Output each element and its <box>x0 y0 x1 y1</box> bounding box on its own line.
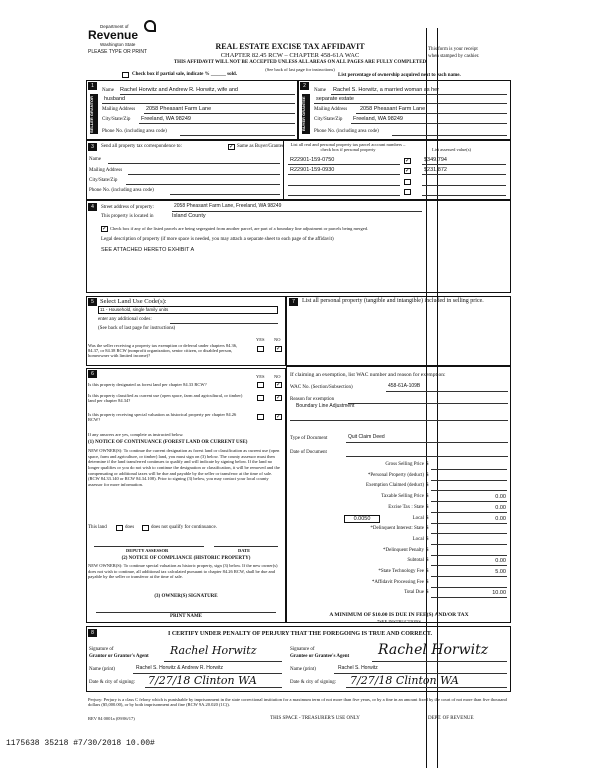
s6-q2-yes-checkbox[interactable] <box>257 395 264 401</box>
type-or-print: PLEASE TYPE OR PRINT <box>88 49 148 55</box>
seller-sidebar: SELLER GRANTOR <box>90 94 98 134</box>
form-chapter: CHAPTER 82.45 RCW – CHAPTER 458-61A WAC <box>220 52 360 59</box>
seller-city-label: City/State/Zip <box>102 117 131 122</box>
buyer-address-label: Mailing Address <box>314 107 348 112</box>
parcel-row <box>288 156 508 166</box>
buyer-sidebar: BUYER GRANTEE <box>302 94 310 134</box>
tax-row-value[interactable]: 0.00 <box>495 515 506 522</box>
grantee-signature[interactable]: Rachel Horwitz <box>378 642 489 658</box>
seller-phone-label: Phone No. (including area code) <box>102 129 167 134</box>
parcel-list <box>288 156 508 200</box>
s6-q2: Is this property classified as current use (open space, farm and agricultural, or timber) land per chapter 84.34? <box>88 393 243 404</box>
located-label: This property is located in <box>101 214 154 219</box>
s3-name-label: Name <box>89 157 101 162</box>
county-value[interactable]: Island County <box>172 213 206 219</box>
parcel-number[interactable]: R22901-159-0750 <box>290 157 335 163</box>
tax-row-value[interactable]: 0.00 <box>495 558 506 565</box>
grantor-print-value[interactable]: Rachel S. Horwitz & Andrew R. Horwitz <box>136 665 223 671</box>
grantee-date-label: Date & city of signing: <box>290 680 337 685</box>
tax-row: *Delinquent Penalty $ <box>288 548 508 558</box>
seller-address-value[interactable]: 2058 Pheasant Farm Lane <box>146 106 212 112</box>
reason-label: Reason for exemption <box>290 397 335 402</box>
tax-row-label: Excise Tax : State <box>388 504 424 510</box>
doc-date-label: Date of Document <box>290 450 327 455</box>
grantee-print-label: Name (print) <box>290 667 316 672</box>
receipt-line1: This form is your receipt <box>428 47 478 52</box>
local-rate-value: 0.0050 <box>353 515 371 522</box>
owner-sig-title: (3) OWNER(S) SIGNATURE <box>154 594 218 599</box>
tax-row: Total Due $ 10.00 <box>288 590 508 600</box>
land-use-value: 11 - Household, single family units <box>100 307 169 312</box>
s5-see-back: (See back of last page for instructions) <box>98 326 176 331</box>
minimum-note: A MINIMUM OF $10.00 IS DUE IN FEE(S) AND/OR TAX <box>329 612 469 618</box>
parcel-personal-checkbox[interactable]: ✓ <box>405 168 411 174</box>
section-num-6: 6 <box>88 370 97 378</box>
section-num-2: 2 <box>300 82 309 90</box>
if-yes-note: If any answers are yes, complete as instructed below. <box>88 432 184 437</box>
parcel-header: List all real and personal property tax parcel account numbers – check box if personal property <box>290 142 406 153</box>
parcel-value[interactable]: $349,794 <box>424 157 447 163</box>
print-name-label: PRINT NAME <box>170 614 202 619</box>
tax-row-label: Subtotal <box>407 558 424 564</box>
exhibit-value[interactable]: SEE ATTACHED HERETO EXHIBIT A <box>101 247 195 253</box>
notice2-body: NEW OWNER(S): To continue special valuation as historic property, sign (3) below. If the new owner(s) does not wish to continue, all additional tax calculated pursuant to chapter 84.26 RCW, shall be due and payable by the seller or transferor at the time of sale. <box>88 563 278 580</box>
grantor-print-label: Name (print) <box>89 667 115 672</box>
notice1-body: NEW OWNER(S): To continue the current designation as forest land or classification as current use (open space, farm and agriculture, or timber) land, you must sign on (3) below. The county assessor must then determine if the land transferred continues to qualify and will indicate by signing below. If the land no longer qualifies or you do not wish to continue the designation or classification, it will be removed and the compensating or additional taxes will be due and payable by the seller or transferor at the time of sale. (RCW 84.33.140 or RCW 84.34.108). Prior to signing (3) below, you may contact your local county assessor for more information. <box>88 448 280 487</box>
s3-city-label: City/State/Zip <box>89 178 118 183</box>
s5-yes: YES <box>256 337 265 342</box>
seller-city-value[interactable]: Freeland, WA 98249 <box>141 116 191 122</box>
form-title: REAL ESTATE EXCISE TAX AFFIDAVIT <box>215 42 365 51</box>
tax-row-label: Exemption Claimed (deduct) <box>365 483 424 489</box>
partial-sale-checkbox[interactable] <box>122 72 129 78</box>
notice2-title: (2) NOTICE OF COMPLIANCE (HISTORIC PROPERTY) <box>121 556 251 561</box>
tax-row: Local $ <box>288 537 508 547</box>
tax-row: 0.0050 Local $ 0.00 <box>288 516 508 526</box>
seller-name-value2[interactable]: husband <box>104 96 126 102</box>
tax-row-label: Local <box>412 515 424 521</box>
boundary-label: Check box if any of the listed parcels are being segregated from another parcel, are part of a boundary line adjustment or parcels being merged. <box>110 226 369 231</box>
tax-row-value[interactable]: 0.00 <box>495 494 506 501</box>
tax-row-label: Total Due <box>404 590 424 596</box>
receipt-line2: when stamped by cashier. <box>428 54 480 59</box>
seller-address-label: Mailing Address <box>102 107 136 112</box>
buyer-name-value[interactable]: Rachel S. Horwitz, a married woman as her <box>333 87 440 93</box>
tax-row: *Affidavit Processing Fee $ <box>288 580 508 590</box>
grantee-sig-label2: Grantee or Grantee's Agent <box>290 654 350 659</box>
notice1-title: (1) NOTICE OF CONTINUANCE (FOREST LAND OR CURRENT USE) <box>88 440 248 445</box>
grantor-signature[interactable]: Rachel Horwitz <box>170 644 257 657</box>
street-value[interactable]: 2058 Pheasant Farm Lane, Freeland, WA 98249 <box>174 203 282 209</box>
logo-main: Revenue <box>88 28 139 42</box>
tax-row-label: Taxable Selling Price <box>381 494 424 500</box>
form-warning: THIS AFFIDAVIT WILL NOT BE ACCEPTED UNLESS ALL AREAS ON ALL PAGES ARE FULLY COMPLETED <box>173 60 427 65</box>
form-rev: REV 84 0001a (09/06/17) <box>88 716 135 721</box>
street-label: Street address of property: <box>101 205 154 210</box>
tax-calc-table <box>288 462 508 602</box>
land-does-not-checkbox[interactable] <box>142 525 149 531</box>
s3-address-label: Mailing Address <box>89 168 123 173</box>
additional-codes-label: enter any additional codes: <box>98 317 152 322</box>
s6-no: NO <box>274 374 281 379</box>
parcel-personal-checkbox[interactable]: ✓ <box>405 158 411 164</box>
logo-top: Department of <box>100 24 129 29</box>
exemption-label: If claiming an exemption, list WAC number and reason for exemption: <box>290 372 446 378</box>
logo-sub: Washington State <box>100 42 136 47</box>
dept-revenue: DEPT. OF REVENUE <box>428 716 474 721</box>
grantor-date-label: Date & city of signing: <box>89 680 136 685</box>
grantor-sig-label2: Grantor or Grantor's Agent <box>89 654 149 659</box>
section-num-3: 3 <box>88 143 97 151</box>
section-6 <box>86 368 286 623</box>
tax-row-label: *Affidavit Processing Fee <box>371 579 424 585</box>
land-does-label: does <box>125 525 135 530</box>
boundary-checkbox[interactable]: ✓ <box>102 226 108 232</box>
tax-row-label: Gross Selling Price <box>385 462 424 467</box>
tax-row: *State Technology Fee $ 5.00 <box>288 569 508 579</box>
s5-q1-no-checkbox[interactable]: ✓ <box>276 346 282 352</box>
tax-row: Subtotal $ 0.00 <box>288 558 508 568</box>
s3-phone-label: Phone No. (including area code) <box>89 188 154 193</box>
grantee-sig-label1: Signature of <box>290 647 315 652</box>
tax-row-label: *Delinquent Penalty <box>383 547 424 553</box>
logo-mark-icon <box>144 20 156 32</box>
section-num-4: 4 <box>88 203 97 211</box>
tax-row: Exemption Claimed (deduct) $ <box>288 483 508 493</box>
s6-q3: Is this property receiving special valuation as historical property per chapter 84.26 RCW? <box>88 412 237 423</box>
section-num-7: 7 <box>289 298 298 306</box>
deputy-assessor-label: DEPUTY ASSESSOR <box>126 548 169 553</box>
s6-q1-no-checkbox[interactable]: ✓ <box>276 382 282 388</box>
buyer-phone-label: Phone No. (including area code) <box>314 129 379 134</box>
parcel-personal-checkbox[interactable] <box>404 179 411 185</box>
s6-yes: YES <box>256 374 265 379</box>
seller-name-value[interactable]: Rachel Horwitz and Andrew R. Horwitz, wife and <box>120 87 238 93</box>
see-instructions: *SEE INSTRUCTIONS <box>377 619 421 624</box>
section-num-1: 1 <box>88 82 97 90</box>
s5-no: NO <box>274 337 281 342</box>
s5-q1: Was the seller receiving a property tax exemption or deferral under chapters 84.36, 84.37, or 84.38 RCW (nonprofit organization, senior citizen, or disabled person, homeowner with limited income)? <box>88 343 238 359</box>
ownership-note: List percentage of ownership acquired next to each name. <box>338 73 461 78</box>
doc-type-label: Type of Document <box>290 436 328 441</box>
certify-text: I CERTIFY UNDER PENALTY OF PERJURY THAT THE FOREGOING IS TRUE AND CORRECT. <box>167 631 432 637</box>
tax-row-value[interactable]: 5.00 <box>495 569 506 575</box>
parcel-personal-checkbox[interactable] <box>404 189 411 195</box>
grantee-date-value[interactable]: 7/27/18 Clinton WA <box>350 674 459 687</box>
land-does-not-label: does not qualify for continuance. <box>151 525 217 530</box>
seller-name-label: Name <box>102 88 114 93</box>
grantor-date-value[interactable]: 7/27/18 Clinton WA <box>148 674 257 687</box>
section-7 <box>286 296 511 366</box>
parcel-value[interactable]: $231,872 <box>424 167 447 173</box>
doc-type-value[interactable]: Quit Claim Deed <box>348 434 385 440</box>
personal-prop-label: List all personal property (tangible and intangible) included in selling price. <box>302 298 484 304</box>
parcel-row <box>288 166 508 176</box>
s6-q1: Is this property designated as forest land per chapter 84.33 RCW? <box>88 382 207 387</box>
parcel-row <box>288 177 508 187</box>
grantor-sig-label1: Signature of <box>89 647 114 652</box>
land-use-label: Select Land Use Code(s): <box>100 298 167 305</box>
s6-q3-no-checkbox[interactable]: ✓ <box>276 414 282 420</box>
tax-row: Gross Selling Price $ <box>288 462 508 472</box>
buyer-name-label: Name <box>314 88 326 93</box>
section-num-5: 5 <box>88 298 97 306</box>
tax-row: Excise Tax : State $ 0.00 <box>288 505 508 515</box>
buyer-name-value2[interactable]: separate estate <box>316 96 354 102</box>
buyer-city-value[interactable]: Freeland, WA 98249 <box>353 116 403 122</box>
s5-q1-yes-checkbox[interactable] <box>257 346 264 352</box>
form-see-back: (See back of last page for instructions) <box>265 67 335 72</box>
s6-q3-yes-checkbox[interactable] <box>257 414 264 420</box>
section-num-8: 8 <box>88 629 97 637</box>
tax-row-label: *Personal Property (deduct) <box>367 472 424 478</box>
tax-row-label: *Delinquent Interest: State <box>370 526 424 532</box>
tax-row-label: Local <box>412 536 424 542</box>
same-as-buyer-label: Same as Buyer/Grantee <box>237 144 285 149</box>
wac-label: WAC No. (Section/Subsection) <box>290 385 353 390</box>
parcel-number[interactable]: R22901-159-0930 <box>290 167 335 173</box>
this-land-label: This land <box>88 525 107 530</box>
treasurer-use: THIS SPACE - TREASURER'S USE ONLY <box>270 716 360 721</box>
tax-row: Taxable Selling Price $ 0.00 <box>288 494 508 504</box>
same-as-buyer-checkbox[interactable]: ✓ <box>229 144 235 150</box>
buyer-address-value[interactable]: 2058 Pheasant Farm Lane <box>360 106 426 112</box>
parcel-row <box>288 187 508 197</box>
recording-stamp: 1175638 35218 #7/30/2018 10.00# <box>6 739 155 748</box>
tax-row-label: *State Technology Fee <box>378 569 424 574</box>
grantee-print-value[interactable]: Rachel S. Horwitz <box>338 665 378 671</box>
legal-desc-label: Legal description of property (if more space is needed, you may attach a separate sheet to each page of the affidavit) <box>101 237 334 242</box>
s6-q1-yes-checkbox[interactable] <box>257 382 264 388</box>
tax-row-value[interactable]: 0.00 <box>495 504 506 511</box>
land-does-checkbox[interactable] <box>116 525 123 531</box>
partial-sale-label: Check box if partial sale, indicate % ______ sold. <box>132 72 238 77</box>
reason-value[interactable]: Boundary Line Adjustment <box>296 403 355 409</box>
deputy-date-label: DATE <box>238 548 251 553</box>
send-tax-label: Send all property tax correspondence to: <box>101 144 182 149</box>
wac-value[interactable]: 458-61A-109B <box>388 383 421 389</box>
buyer-city-label: City/State/Zip <box>314 117 343 122</box>
tax-row: *Delinquent Interest: State $ <box>288 526 508 536</box>
assessed-header: List assessed value(s) <box>432 147 471 152</box>
tax-row-value[interactable]: 10.00 <box>492 590 506 597</box>
s6-q2-no-checkbox[interactable]: ✓ <box>276 395 282 401</box>
dor-logo <box>88 20 158 50</box>
tax-row: *Personal Property (deduct) $ <box>288 473 508 483</box>
perjury-note: Perjury: Perjury is a class C felony which is punishable by imprisonment in the state correctional institution for a maximum term of not more than five years, or by a fine in an amount fixed by the court of not more than five thousand dollars ($5,000.00), or by both imprisonment and fine (RCW 9A.20.020 (1C)). <box>88 697 507 708</box>
